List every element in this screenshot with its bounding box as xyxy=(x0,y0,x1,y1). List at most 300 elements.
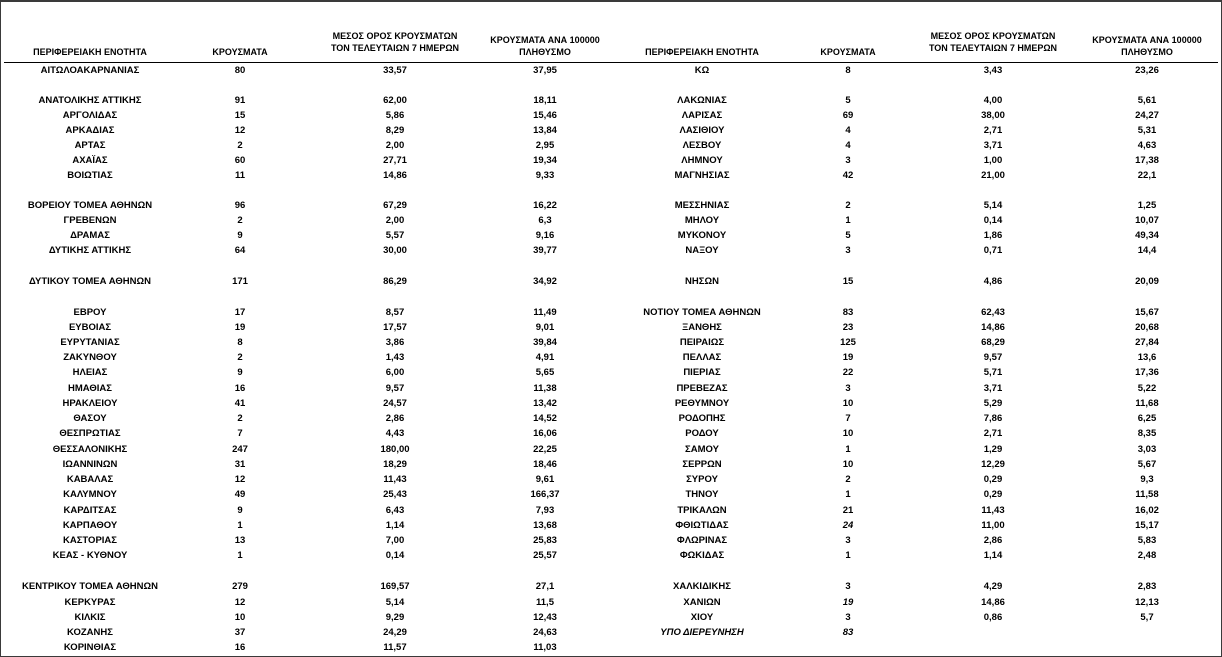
left-header-per100k xyxy=(465,34,625,58)
right-cell-per100k: 13,6 xyxy=(1137,352,1157,363)
right-cell-region: ΜΑΓΝΗΣΙΑΣ xyxy=(674,170,730,181)
left-cell-per100k: 16,06 xyxy=(533,428,557,439)
right-header-per100k-line1: ΚΡΟΥΣΜΑΤΑ ΑΝΑ 100000 xyxy=(1092,35,1202,45)
right-cell-region: ΛΑΣΙΘΙΟΥ xyxy=(679,125,725,136)
left-cell-avg: 11,57 xyxy=(383,642,407,653)
left-cell-avg: 180,00 xyxy=(380,444,410,455)
right-cell-avg: 2,86 xyxy=(983,535,1003,546)
right-cell-per100k: 17,38 xyxy=(1135,155,1159,166)
right-cell-region: ΝΑΞΟΥ xyxy=(685,245,719,256)
table-row xyxy=(0,534,1222,548)
left-cell-region: ΗΡΑΚΛΕΙΟΥ xyxy=(62,398,118,409)
right-cell-region: ΜΥΚΟΝΟΥ xyxy=(677,230,727,241)
left-cell-per100k: 15,46 xyxy=(533,110,557,121)
right-cell-cases: 3 xyxy=(845,612,851,623)
table-row xyxy=(0,109,1222,123)
table-row xyxy=(0,336,1222,350)
table-row xyxy=(0,199,1222,213)
right-cell-cases: 19 xyxy=(842,597,854,608)
left-cell-region: ΑΧΑΪΑΣ xyxy=(72,155,108,166)
right-cell-per100k: 49,34 xyxy=(1135,230,1159,241)
right-cell-cases: 1 xyxy=(845,550,851,561)
left-cell-avg: 2,86 xyxy=(385,413,405,424)
right-cell-region: ΛΑΚΩΝΙΑΣ xyxy=(677,95,727,106)
left-cell-region: ΕΥΒΟΙΑΣ xyxy=(68,322,112,333)
left-cell-avg: 14,86 xyxy=(383,170,407,181)
right-cell-avg: 0,29 xyxy=(983,489,1003,500)
right-cell-avg: 21,00 xyxy=(981,170,1005,181)
left-header-per100k-line2: ΠΛΗΘΥΣΜΟ xyxy=(519,47,571,57)
right-cell-cases: 3 xyxy=(845,245,851,256)
left-cell-avg: 8,29 xyxy=(385,125,405,136)
right-cell-per100k: 8,35 xyxy=(1137,428,1157,439)
table-row xyxy=(0,351,1222,365)
right-cell-per100k: 2,83 xyxy=(1137,581,1157,592)
right-cell-cases: 10 xyxy=(842,398,854,409)
right-cell-region: ΝΗΣΩΝ xyxy=(685,276,719,287)
right-cell-per100k: 5,61 xyxy=(1137,95,1157,106)
left-cell-region: ΚΕΑΣ - ΚΥΘΝΟΥ xyxy=(52,550,128,561)
left-cell-region: ΚΕΝΤΡΙΚΟΥ ΤΟΜΕΑ ΑΘΗΝΩΝ xyxy=(22,581,158,592)
right-cell-region: ΤΡΙΚΑΛΩΝ xyxy=(677,505,727,516)
left-cell-region: ΚΙΛΚΙΣ xyxy=(74,612,106,623)
left-cell-avg: 62,00 xyxy=(383,95,407,106)
right-cell-cases: 8 xyxy=(845,65,851,76)
right-cell-region: ΠΕΛΛΑΣ xyxy=(682,352,722,363)
left-cell-per100k: 27,1 xyxy=(535,581,555,592)
left-cell-avg: 11,43 xyxy=(383,474,407,485)
right-cell-cases: 125 xyxy=(840,337,856,348)
left-cell-avg: 18,29 xyxy=(383,459,407,470)
right-cell-region: ΧΑΛΚΙΔΙΚΗΣ xyxy=(673,581,731,592)
right-cell-avg: 9,57 xyxy=(983,352,1003,363)
left-cell-per100k: 25,57 xyxy=(533,550,557,561)
left-cell-cases: 16 xyxy=(234,383,246,394)
left-cell-per100k: 18,11 xyxy=(533,95,557,106)
left-cell-per100k: 9,01 xyxy=(535,322,555,333)
left-cell-region: ΚΑΛΥΜΝΟΥ xyxy=(63,489,117,500)
left-cell-cases: 2 xyxy=(237,215,243,226)
right-cell-avg: 3,71 xyxy=(983,383,1003,394)
right-cell-per100k: 9,3 xyxy=(1140,474,1154,485)
right-cell-region: ΜΕΣΣΗΝΙΑΣ xyxy=(674,200,730,211)
left-cell-cases: 31 xyxy=(234,459,246,470)
left-cell-cases: 1 xyxy=(237,520,243,531)
left-cell-per100k: 18,46 xyxy=(533,459,557,470)
left-cell-avg: 6,00 xyxy=(385,367,405,378)
right-cell-region: ΤΗΝΟΥ xyxy=(685,489,719,500)
right-cell-per100k: 11,58 xyxy=(1135,489,1159,500)
left-cell-region: ΚΕΡΚΥΡΑΣ xyxy=(64,597,116,608)
right-cell-cases: 5 xyxy=(845,95,851,106)
right-cell-cases: 23 xyxy=(842,322,854,333)
right-cell-avg: 0,14 xyxy=(983,215,1003,226)
table-row xyxy=(0,169,1222,183)
left-cell-per100k: 12,43 xyxy=(533,612,557,623)
left-cell-avg: 8,57 xyxy=(385,307,405,318)
right-cell-avg: 2,71 xyxy=(983,428,1003,439)
left-cell-per100k: 11,38 xyxy=(533,383,557,394)
right-cell-per100k: 27,84 xyxy=(1135,337,1159,348)
left-cell-cases: 8 xyxy=(237,337,243,348)
left-cell-avg: 27,71 xyxy=(383,155,407,166)
left-cell-cases: 80 xyxy=(234,65,246,76)
right-header-avg-line1: ΜΕΣΟΣ ΟΡΟΣ ΚΡΟΥΣΜΑΤΩΝ xyxy=(930,31,1056,41)
right-cell-region: ΛΕΣΒΟΥ xyxy=(682,140,722,151)
right-cell-region: ΡΕΘΥΜΝΟΥ xyxy=(674,398,730,409)
right-cell-region: ΦΛΩΡΙΝΑΣ xyxy=(676,535,728,546)
right-cell-cases: 42 xyxy=(842,170,854,181)
right-cell-per100k: 5,7 xyxy=(1140,612,1154,623)
left-cell-region: ΔΥΤΙΚΗΣ ΑΤΤΙΚΗΣ xyxy=(48,245,132,256)
right-cell-per100k: 4,63 xyxy=(1137,140,1157,151)
left-cell-cases: 279 xyxy=(232,581,248,592)
left-cell-region: ΚΟΖΑΝΗΣ xyxy=(67,627,113,638)
right-cell-avg: 0,71 xyxy=(983,245,1003,256)
table-row xyxy=(0,214,1222,228)
table-row xyxy=(0,244,1222,258)
left-cell-region: ΑΡΤΑΣ xyxy=(74,140,106,151)
table-row xyxy=(0,154,1222,168)
right-cell-region: ΧΑΝΙΩΝ xyxy=(683,597,721,608)
table-row xyxy=(0,458,1222,472)
left-cell-region: ΒΟΙΩΤΙΑΣ xyxy=(67,170,113,181)
left-cell-per100k: 166,37 xyxy=(530,489,560,500)
right-cell-cases: 3 xyxy=(845,383,851,394)
table-row xyxy=(0,580,1222,594)
right-cell-per100k: 12,13 xyxy=(1135,597,1159,608)
left-cell-per100k: 13,68 xyxy=(533,520,557,531)
right-cell-region: ΝΟΤΙΟΥ ΤΟΜΕΑ ΑΘΗΝΩΝ xyxy=(643,307,761,318)
right-cell-cases: 3 xyxy=(845,155,851,166)
left-cell-avg: 24,29 xyxy=(383,627,407,638)
left-cell-region: ΘΕΣΣΑΛΟΝΙΚΗΣ xyxy=(52,444,128,455)
left-cell-cases: 10 xyxy=(234,612,246,623)
left-cell-region: ΗΜΑΘΙΑΣ xyxy=(68,383,112,394)
right-cell-region: ΚΩ xyxy=(694,65,710,76)
right-cell-avg: 2,71 xyxy=(983,125,1003,136)
right-cell-avg: 14,86 xyxy=(981,597,1005,608)
left-cell-region: ΔΡΑΜΑΣ xyxy=(70,230,110,241)
right-cell-avg: 3,43 xyxy=(983,65,1003,76)
right-cell-avg: 7,86 xyxy=(983,413,1003,424)
right-cell-cases: 4 xyxy=(845,125,851,136)
right-cell-avg: 68,29 xyxy=(981,337,1005,348)
right-cell-cases: 24 xyxy=(842,520,854,531)
right-cell-cases: 3 xyxy=(845,581,851,592)
right-cell-cases: 83 xyxy=(842,307,854,318)
left-header-avg-line2: ΤΟΝ ΤΕΛΕΥΤΑΙΩΝ 7 ΗΜΕΡΩΝ xyxy=(330,43,460,53)
left-cell-cases: 16 xyxy=(234,642,246,653)
right-cell-avg: 38,00 xyxy=(981,110,1005,121)
right-cell-cases: 83 xyxy=(842,627,854,638)
left-cell-avg: 25,43 xyxy=(383,489,407,500)
right-cell-cases: 5 xyxy=(845,230,851,241)
table-row xyxy=(0,397,1222,411)
left-cell-cases: 15 xyxy=(234,110,246,121)
left-cell-cases: 12 xyxy=(234,474,246,485)
right-cell-region: ΦΩΚΙΔΑΣ xyxy=(679,550,725,561)
left-cell-avg: 169,57 xyxy=(380,581,410,592)
left-cell-cases: 96 xyxy=(234,200,246,211)
table-row xyxy=(0,473,1222,487)
right-cell-cases: 10 xyxy=(842,428,854,439)
left-cell-cases: 17 xyxy=(234,307,246,318)
left-cell-avg: 86,29 xyxy=(383,276,407,287)
table-row xyxy=(0,443,1222,457)
left-cell-cases: 171 xyxy=(232,276,248,287)
left-cell-region: ΘΕΣΠΡΩΤΙΑΣ xyxy=(59,428,121,439)
right-cell-per100k: 24,27 xyxy=(1135,110,1159,121)
right-header-avg xyxy=(908,30,1078,54)
left-cell-per100k: 5,65 xyxy=(535,367,555,378)
right-cell-cases: 1 xyxy=(845,444,851,455)
left-cell-region: ΚΑΡΠΑΘΟΥ xyxy=(62,520,118,531)
left-cell-per100k: 39,84 xyxy=(533,337,557,348)
left-cell-per100k: 9,33 xyxy=(535,170,555,181)
right-cell-per100k: 5,22 xyxy=(1137,383,1157,394)
left-cell-per100k: 22,25 xyxy=(533,444,557,455)
right-cell-avg: 0,86 xyxy=(983,612,1003,623)
left-cell-avg: 0,14 xyxy=(385,550,405,561)
left-cell-cases: 9 xyxy=(237,230,243,241)
left-cell-per100k: 11,49 xyxy=(533,307,557,318)
left-cell-region: ΕΥΡΥΤΑΝΙΑΣ xyxy=(60,337,120,348)
right-cell-avg: 0,29 xyxy=(983,474,1003,485)
left-cell-cases: 12 xyxy=(234,125,246,136)
right-cell-avg: 5,71 xyxy=(983,367,1003,378)
left-cell-per100k: 19,34 xyxy=(533,155,557,166)
left-cell-per100k: 16,22 xyxy=(533,200,557,211)
right-cell-per100k: 20,09 xyxy=(1135,276,1159,287)
left-cell-avg: 9,57 xyxy=(385,383,405,394)
left-cell-avg: 17,57 xyxy=(383,322,407,333)
right-cell-cases: 69 xyxy=(842,110,854,121)
table-row xyxy=(0,412,1222,426)
right-cell-region: ΠΡΕΒΕΖΑΣ xyxy=(676,383,728,394)
left-cell-avg: 5,57 xyxy=(385,230,405,241)
left-cell-region: ΑΡΓΟΛΙΔΑΣ xyxy=(62,110,118,121)
right-cell-per100k: 11,68 xyxy=(1135,398,1159,409)
left-cell-avg: 30,00 xyxy=(383,245,407,256)
right-cell-avg: 4,29 xyxy=(983,581,1003,592)
table-row xyxy=(0,596,1222,610)
left-cell-avg: 9,29 xyxy=(385,612,405,623)
left-cell-cases: 60 xyxy=(234,155,246,166)
left-cell-region: ΙΩΑΝΝΙΝΩΝ xyxy=(62,459,118,470)
left-cell-region: ΑΝΑΤΟΛΙΚΗΣ ΑΤΤΙΚΗΣ xyxy=(38,95,142,106)
left-cell-region: ΚΑΒΑΛΑΣ xyxy=(66,474,114,485)
right-cell-cases: 1 xyxy=(845,489,851,500)
left-cell-region: ΑΙΤΩΛΟΑΚΑΡΝΑΝΙΑΣ xyxy=(40,65,140,76)
right-cell-region: ΡΟΔΟΠΗΣ xyxy=(678,413,726,424)
table-row xyxy=(0,275,1222,289)
right-cell-cases: 4 xyxy=(845,140,851,151)
right-header-cases: ΚΡΟΥΣΜΑΤΑ xyxy=(820,47,876,57)
left-cell-per100k: 4,91 xyxy=(535,352,555,363)
left-cell-per100k: 14,52 xyxy=(533,413,557,424)
left-cell-region: ΓΡΕΒΕΝΩΝ xyxy=(63,215,117,226)
right-cell-per100k: 5,67 xyxy=(1137,459,1157,470)
right-cell-per100k: 20,68 xyxy=(1135,322,1159,333)
left-cell-cases: 2 xyxy=(237,352,243,363)
right-cell-cases: 19 xyxy=(842,352,854,363)
left-cell-region: ΗΛΕΙΑΣ xyxy=(72,367,108,378)
left-header-avg-line1: ΜΕΣΟΣ ΟΡΟΣ ΚΡΟΥΣΜΑΤΩΝ xyxy=(332,31,458,41)
right-cell-region: ΡΟΔΟΥ xyxy=(685,428,719,439)
left-cell-cases: 11 xyxy=(234,170,246,181)
left-cell-avg: 5,14 xyxy=(385,597,405,608)
table-row xyxy=(0,611,1222,625)
left-cell-cases: 7 xyxy=(237,428,243,439)
left-cell-region: ΖΑΚΥΝΘΟΥ xyxy=(63,352,117,363)
right-cell-region: ΛΑΡΙΣΑΣ xyxy=(681,110,723,121)
table-row xyxy=(0,139,1222,153)
left-cell-cases: 2 xyxy=(237,413,243,424)
right-cell-cases: 3 xyxy=(845,535,851,546)
left-cell-cases: 41 xyxy=(234,398,246,409)
left-cell-per100k: 24,63 xyxy=(533,627,557,638)
right-header-per100k xyxy=(1072,34,1222,58)
left-cell-avg: 1,14 xyxy=(385,520,405,531)
right-cell-cases: 10 xyxy=(842,459,854,470)
left-cell-avg: 4,43 xyxy=(385,428,405,439)
left-cell-avg: 1,43 xyxy=(385,352,405,363)
table-row xyxy=(0,382,1222,396)
right-cell-avg: 1,86 xyxy=(983,230,1003,241)
left-cell-per100k: 7,93 xyxy=(535,505,555,516)
right-cell-cases: 21 xyxy=(842,505,854,516)
right-cell-region: ΜΗΛΟΥ xyxy=(684,215,720,226)
left-cell-region: ΚΟΡΙΝΘΙΑΣ xyxy=(63,642,117,653)
right-cell-per100k: 23,26 xyxy=(1135,65,1159,76)
right-cell-avg: 12,29 xyxy=(981,459,1005,470)
left-cell-per100k: 9,16 xyxy=(535,230,555,241)
right-cell-region: ΠΙΕΡΙΑΣ xyxy=(683,367,721,378)
right-cell-per100k: 14,4 xyxy=(1137,245,1157,256)
left-header-per100k-line1: ΚΡΟΥΣΜΑΤΑ ΑΝΑ 100000 xyxy=(490,35,600,45)
right-cell-avg: 5,14 xyxy=(983,200,1003,211)
left-cell-per100k: 34,92 xyxy=(533,276,557,287)
left-cell-cases: 12 xyxy=(234,597,246,608)
right-cell-avg: 4,00 xyxy=(983,95,1003,106)
right-header-avg-line2: ΤΟΝ ΤΕΛΕΥΤΑΙΩΝ 7 ΗΜΕΡΩΝ xyxy=(928,43,1058,53)
right-cell-region: ΞΑΝΘΗΣ xyxy=(682,322,722,333)
left-header-region: ΠΕΡΙΦΕΡΕΙΑΚΗ ΕΝΟΤΗΤΑ xyxy=(33,47,147,57)
left-header-cases: ΚΡΟΥΣΜΑΤΑ xyxy=(212,47,268,57)
left-cell-cases: 1 xyxy=(237,550,243,561)
table-row xyxy=(0,626,1222,640)
left-cell-region: ΒΟΡΕΙΟΥ ΤΟΜΕΑ ΑΘΗΝΩΝ xyxy=(27,200,153,211)
right-cell-cases: 2 xyxy=(845,200,851,211)
right-cell-cases: 1 xyxy=(845,215,851,226)
left-cell-avg: 5,86 xyxy=(385,110,405,121)
left-cell-region: ΑΡΚΑΔΙΑΣ xyxy=(65,125,115,136)
right-cell-per100k: 15,17 xyxy=(1135,520,1159,531)
table-row xyxy=(0,321,1222,335)
left-cell-avg: 3,86 xyxy=(385,337,405,348)
left-cell-per100k: 11,03 xyxy=(533,642,557,653)
left-cell-per100k: 6,3 xyxy=(538,215,552,226)
right-cell-per100k: 2,48 xyxy=(1137,550,1157,561)
table-row xyxy=(0,306,1222,320)
right-cell-region: ΣΑΜΟΥ xyxy=(685,444,719,455)
left-cell-per100k: 13,42 xyxy=(533,398,557,409)
right-cell-avg: 1,14 xyxy=(983,550,1003,561)
table-row xyxy=(0,488,1222,502)
left-cell-cases: 64 xyxy=(234,245,246,256)
table-row xyxy=(0,64,1222,78)
left-cell-per100k: 39,77 xyxy=(533,245,557,256)
right-cell-per100k: 6,25 xyxy=(1137,413,1157,424)
left-cell-per100k: 2,95 xyxy=(535,140,555,151)
right-cell-per100k: 17,36 xyxy=(1135,367,1159,378)
right-cell-region: ΛΗΜΝΟΥ xyxy=(681,155,723,166)
right-cell-avg: 14,86 xyxy=(981,322,1005,333)
left-cell-region: ΔΥΤΙΚΟΥ ΤΟΜΕΑ ΑΘΗΝΩΝ xyxy=(29,276,151,287)
right-cell-avg: 1,29 xyxy=(983,444,1003,455)
table-row xyxy=(0,229,1222,243)
right-cell-region: ΧΙΟΥ xyxy=(690,612,714,623)
left-cell-cases: 49 xyxy=(234,489,246,500)
right-cell-region: ΣΥΡΟΥ xyxy=(686,474,718,485)
right-cell-region: ΣΕΡΡΩΝ xyxy=(682,459,722,470)
left-cell-cases: 13 xyxy=(234,535,246,546)
left-cell-cases: 37 xyxy=(234,627,246,638)
table-row xyxy=(0,366,1222,380)
left-cell-per100k: 37,95 xyxy=(533,65,557,76)
header-underline xyxy=(4,62,1218,63)
left-cell-cases: 2 xyxy=(237,140,243,151)
right-cell-avg: 11,00 xyxy=(981,520,1005,531)
left-cell-avg: 33,57 xyxy=(383,65,407,76)
left-cell-avg: 2,00 xyxy=(385,140,405,151)
right-cell-cases: 7 xyxy=(845,413,851,424)
right-cell-avg: 5,29 xyxy=(983,398,1003,409)
table-row xyxy=(0,549,1222,563)
left-cell-per100k: 11,5 xyxy=(536,597,554,608)
right-cell-per100k: 1,25 xyxy=(1137,200,1157,211)
right-cell-avg: 62,43 xyxy=(981,307,1005,318)
left-cell-cases: 247 xyxy=(232,444,248,455)
right-cell-cases: 2 xyxy=(845,474,851,485)
right-cell-avg: 11,43 xyxy=(981,505,1005,516)
left-cell-cases: 9 xyxy=(237,367,243,378)
table-row xyxy=(0,504,1222,518)
right-cell-region: ΥΠΟ ΔΙΕΡΕΥΝΗΣΗ xyxy=(660,627,744,638)
table-row xyxy=(0,519,1222,533)
left-header-avg xyxy=(310,30,480,54)
right-cell-region: ΦΘΙΩΤΙΔΑΣ xyxy=(675,520,729,531)
left-cell-avg: 6,43 xyxy=(385,505,405,516)
right-cell-avg: 3,71 xyxy=(983,140,1003,151)
table-row xyxy=(0,427,1222,441)
right-header-region: ΠΕΡΙΦΕΡΕΙΑΚΗ ΕΝΟΤΗΤΑ xyxy=(645,47,759,57)
right-cell-per100k: 5,83 xyxy=(1137,535,1157,546)
left-cell-cases: 19 xyxy=(234,322,246,333)
left-cell-avg: 67,29 xyxy=(383,200,407,211)
right-cell-region: ΠΕΙΡΑΙΩΣ xyxy=(679,337,725,348)
left-cell-avg: 24,57 xyxy=(383,398,407,409)
right-cell-cases: 22 xyxy=(842,367,854,378)
right-cell-avg: 4,86 xyxy=(983,276,1003,287)
left-cell-avg: 7,00 xyxy=(385,535,405,546)
right-cell-cases: 15 xyxy=(842,276,854,287)
left-cell-per100k: 9,61 xyxy=(535,474,555,485)
right-cell-per100k: 22,1 xyxy=(1137,170,1157,181)
left-cell-region: ΕΒΡΟΥ xyxy=(73,307,107,318)
left-cell-cases: 9 xyxy=(237,505,243,516)
